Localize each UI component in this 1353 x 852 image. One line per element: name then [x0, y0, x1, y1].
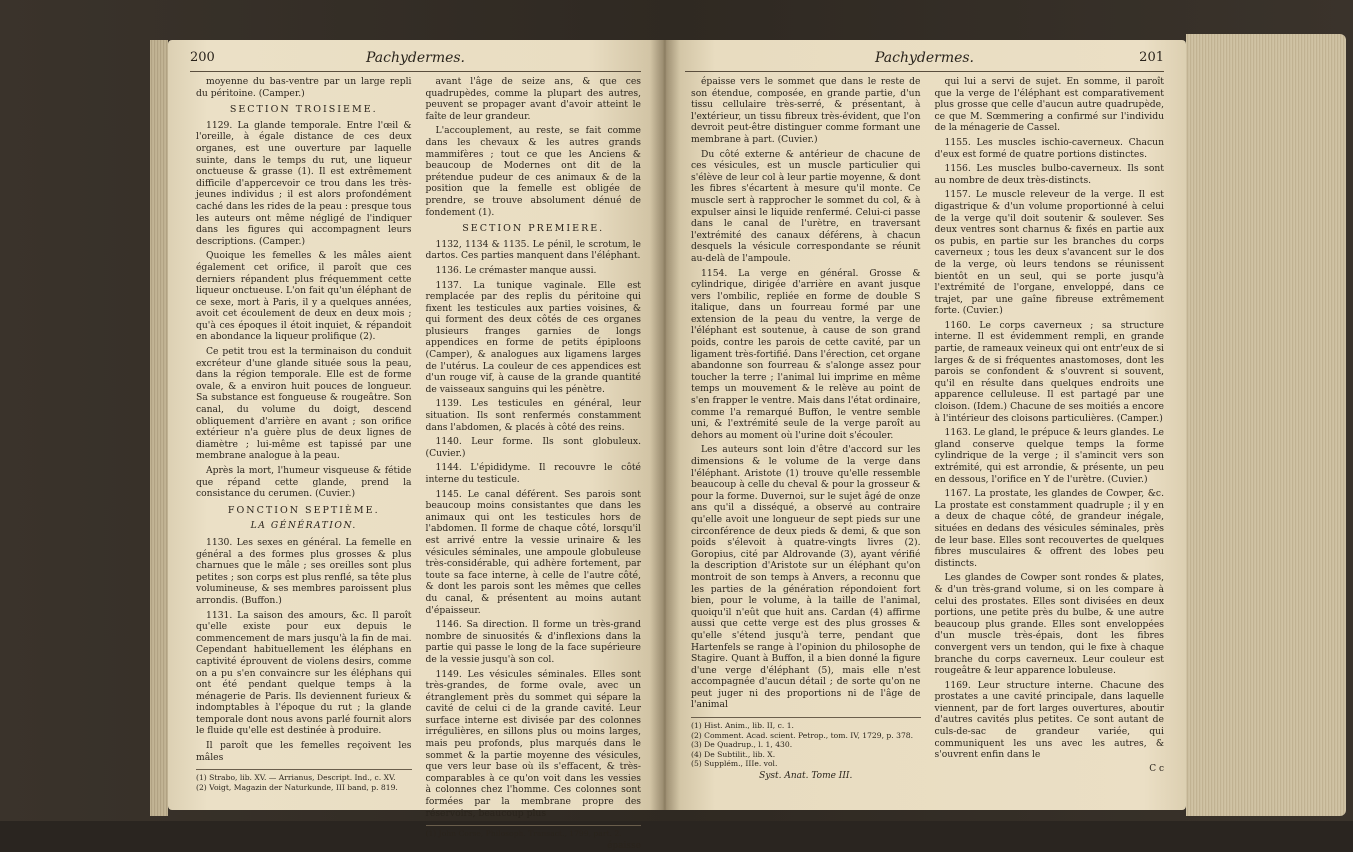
right-col1-body [691, 76, 921, 711]
paragraph: 1155. Les muscles ischio-caverneux. Chacun d'eux est formé de quatre portions distinctes. [934, 136, 1164, 160]
left-col2-footnotes [426, 825, 642, 839]
footnote: (3) De Quadrup., l. 1, 430. [691, 740, 793, 750]
right-col2-body [935, 76, 1165, 761]
left-column-2 [425, 76, 642, 851]
paragraph: 1130. Les sexes en général. La femelle en général a des formes plus grosses & plus charnues que le mâle ; ses oreilles sont plus petites ; son corps est plus renflé, sa tête plus volumineuse, & ses membres paroissent plus arrondis. (Buffon.) [196, 536, 412, 606]
right-page [663, 40, 1186, 810]
paragraph: L'accouplement, au reste, se fait comme dans les chevaux & les autres grands mammifères ; tout ce que les Anciens & beaucoup de Modernes ont dit de la prétendue pudeur de ces animaux & de la position que la femelle est obligée de prendre, se trouve absolument dénué de fondement (1). [425, 125, 641, 218]
paragraph: 1157. Le muscle releveur de la verge. Il est digastrique & d'un volume proportionné à celui de la verge qu'il doit soutenir & soulever. Ses deux ventres sont charnus & fixés en partie aux os pubis, en partie sur les branches du corps caverneux ; tous les deux s'avancent sur le dos de la verge, où leurs tendons se réunissent bientôt en un seul, qui se porte jusqu'à l'extrémité de l'organe, enveloppé, dans ce trajet, par une gaîne fibreuse extrêmement forte. (Cuvier.) [934, 189, 1164, 317]
paragraph: 1146. Sa direction. Il forme un très-grand nombre de sinuosités & d'inflexions dans la partie qui passe le long de la face supérieure de la vessie jusqu'à son col. [425, 619, 641, 665]
left-page [168, 40, 663, 851]
paragraph: 1149. Les vésicules séminales. Elles sont très-grandes, de forme ovale, avec un étranglement près du sommet qui sépare la cavité de celui ci de la grande cavité. Leur surface interne est divisée par des colonnes irrégulières, en sillons plus ou moins larges, mais peu profonds, plus marqués dans le sommet & la partie moyenne des vésicules, que vers leur base où ils s'effacent, & très-comparables à ce qu'on voit dans les vessies à colonnes chez l'homme. Ces colonnes sont formées par la membrane propre des réservoirs, beaucoup plus [425, 668, 641, 819]
right-running-title: Pachydermes. [874, 50, 975, 66]
paragraph: 1163. Le gland, le prépuce & leurs glandes. Le gland conserve quelque temps la forme cylindrique de la verge ; il s'amincit vers son extrémité, qui est arrondie, & présente, un peu en dessous, l'orifice en Y de l'urètre. (Cuvier.) [934, 427, 1164, 485]
left-catchword: épaisse [607, 840, 641, 851]
left-col2-body [426, 76, 642, 819]
paragraph: 1154. La verge en général. Grosse & cylindrique, dirigée d'arrière en avant jusque vers l'ombilic, repliée en forme de double S italique, dans un fourreau formé par une extension de la peau du ventre, la verge de l'éléphant est soutenue, à cause de son grand poids, contre les parois de cette cavité, par un ligament très-fortifié. Dans l'érection, cet organe abandonne son fourreau & s'alonge assez pour toucher la terre ; l'animal lui imprime en même temps un mouvement & le relève au point de s'en frapper le ventre. Mais dans l'état ordinaire, comme l'a remarqué Buffon, le ventre semble uni, & l'extrémité seule de la verge paroît au dehors au moment où l'urine doit s'écouler. [691, 267, 921, 441]
section-heading: SECTION PREMIERE. [462, 223, 605, 235]
right-page-number: 201 [1139, 50, 1164, 65]
paragraph: 1137. La tunique vaginale. Elle est remplacée par des replis du péritoine qui fixent les testicules aux parties voisines, & qui forment des deux côtés de ces organes plusieurs franges garnies de longs appendices en forme de petits épiploons (Camper), & analogues aux ligamens larges de l'utérus. La couleur de ces appendices est d'un rouge vif, à cause de la grande quantité de vaisseaux sanguins qui les pénètre. [425, 279, 641, 395]
right-head-rule [685, 71, 1164, 72]
right-column-2 [935, 76, 1165, 792]
paragraph: 1140. Leur forme. Ils sont globuleux. (Cuvier.) [425, 436, 641, 459]
footnote: (1) Hist. Anim., lib. II, c. 1. [691, 721, 794, 731]
right-col1-footnotes [691, 717, 921, 769]
paragraph: 1139. Les testicules en général, leur situation. Ils sont renfermés constamment dans l'abdomen, & placés à côté des reins. [425, 398, 641, 433]
footnote: (4) De Subtilit., lib. X. [691, 749, 776, 759]
book-gutter-shadow [650, 40, 680, 810]
paragraph: 1169. Leur structure interne. Chacune des prostates a une cavité principale, dans laquelle viennent, par de fort larges ouvertures, aboutir d'autres cavités plus petites. Ce sont autant de culs-de-sac de grandeur variée, qui communiquent les uns avec les autres, & s'ouvrent enfin dans le [934, 679, 1164, 761]
section-heading: SECTION TROISIEME. [229, 104, 378, 116]
section-heading: FONCTION SEPTIÈME. [227, 504, 380, 516]
paragraph: 1132, 1134 & 1135. Le pénil, le scrotum, le dartos. Ces parties manquent dans l'éléphant. [425, 238, 641, 262]
paragraph: 1167. La prostate, les glandes de Cowper, &c. La prostate est constamment quadruple ; il y en a deux de chaque côté, de grandeur inégale, situées en dedans des vésicules séminales, près de leur base. Elles sont recouvertes de quelques fibres musculaires & offrent des lobes peu distincts. [934, 488, 1164, 569]
right-columns [691, 76, 1164, 792]
left-head-rule [190, 71, 641, 72]
footnote: (1) John Corse, Philosoph. Transact., 1799, part. 2. [425, 829, 622, 839]
footnote: (1) Strabo, lib. XV. — Arrianus, Descript. Ind., c. XV. [196, 773, 396, 783]
paragraph: Les glandes de Cowper sont rondes & plates, & d'un très-grand volume, si on les compare à celui des prostates. Elles sont divisées en deux portions, une petite près du bulbe, & une autre beaucoup plus grande. Elles sont enveloppées d'un muscle très-épais, dont les fibres convergent vers un tendon, qui le fixe à chaque branche du corps caverneux. Leur couleur est rougeâtre & leur apparence lobuleuse. [934, 572, 1164, 677]
paragraph: 1131. La saison des amours, &c. Il paroît qu'elle existe pour eux depuis le commencement de mars jusqu'à la fin de mai. Cependant habituellement les éléphans en captivité éprouvent de violens desirs, comme on a pu s'en convaincre sur les éléphans qui ont été pendant quelque temps à la ménagerie de Paris. Ils deviennent furieux & indomptables à l'époque du rut ; la glande temporale dont nous avons parlé fournit alors le fluide qu'elle est destinée à produire. [196, 609, 412, 737]
paragraph: 1156. Les muscles bulbo-caverneux. Ils sont au nombre de deux très-distincts. [934, 163, 1164, 186]
paragraph: 1136. Le crémaster manque aussi. [435, 264, 597, 276]
right-signature-line: Syst. Anat. Tome III. [759, 770, 853, 781]
paragraph: Après la mort, l'humeur visqueuse & fétide que répand cette glande, prend la consistance du cerumen. (Cuvier.) [196, 465, 412, 500]
right-signature-mark: C c [1149, 763, 1164, 774]
section-subheading: LA GÉNÉRATION. [250, 520, 357, 532]
footnote: (2) Comment. Acad. scient. Petrop., tom. IV, 1729, p. 378. [691, 730, 914, 740]
left-running-head [190, 50, 641, 70]
paragraph: 1129. La glande temporale. Entre l'œil & l'oreille, à égale distance de ces deux organes, est une ouverture par laquelle suinte, dans le temps du rut, une liqueur onctueuse & grasse (1). Il est extrêmement difficile d'appercevoir ce trou dans les très-jeunes individus ; il est alors profondément caché dans les rides de la peau : presque tous les auteurs ont même négligé de l'indiquer dans les figures qui accompagnent leurs descriptions. (Camper.) [196, 119, 412, 247]
right-column-1 [691, 76, 921, 792]
left-col1-footnotes [196, 769, 412, 792]
paragraph: 1144. L'épididyme. Il recouvre le côté interne du testicule. [425, 462, 641, 485]
footnote: (5) Supplém., IIIe. vol. [691, 759, 778, 769]
left-running-title: Pachydermes. [365, 50, 466, 66]
right-running-head [685, 50, 1164, 70]
paragraph: 1160. Le corps caverneux ; sa structure interne. Il est évidemment rempli, en grande partie, de rameaux veineux qui ont entr'eux de si larges & de si fréquentes anastomoses, dont les parois se confondent & s'ouvrent si souvent, qu'il en résulte dans quelques endroits une apparence celluleuse. Il est partagé par une cloison. (Idem.) Chacune de ses moitiés a encore à l'intérieur des cloisons particulières. (Camper.) [934, 319, 1164, 424]
paragraph: moyenne du bas-ventre par un large repli du péritoine. (Camper.) [196, 76, 412, 99]
paragraph: Du côté externe & antérieur de chacune de ces vésicules, est un muscle particulier qui s'élève de leur col à leur partie moyenne, & dont les fibres s'écartent à mesure qu'il monte. Ce muscle sert à rapprocher le sommet du col, & à expulser ainsi le liquide renfermé. Celui-ci passe dans le canal de l'urètre, en traversant l'extrémité des canaux déférens, à chacun desquels la vésicule correspondante se réunit au-delà de l'ampoule. [691, 148, 921, 264]
right-page-stack-edges [1186, 34, 1346, 816]
paragraph: épaisse vers le sommet que dans le reste de son étendue, composée, en grande partie, d'un tissu cellulaire très-serré, & présentant, à l'extérieur, un tissu fibreux très-évident, que l'on devroit peut-être distinguer comme formant une membrane à part. (Cuvier.) [691, 76, 921, 145]
paragraph: qui lui a servi de sujet. En somme, il paroît que la verge de l'éléphant est comparativement plus grosse que celle d'aucun autre quadrupède, ce que M. Sœmmering a confirmé sur l'individu de la ménagerie de Cassel. [934, 76, 1164, 134]
left-page-number: 200 [190, 50, 215, 65]
paragraph: Ce petit trou est la terminaison du conduit excréteur d'une glande située sous la peau, dans la région temporale. Elle est de forme ovale, & a environ huit pouces de longueur. Sa substance est fongueuse & rougeâtre. Son canal, du volume du doigt, descend obliquement d'arrière en avant ; son orifice extérieur n'a guère plus de deux lignes de diamètre ; lui-même est tapissé par une membrane analogue à la peau. [196, 346, 412, 462]
left-column-1 [196, 76, 412, 792]
paragraph: 1145. Le canal déférent. Ses parois sont beaucoup moins consistantes que dans les animaux qui ont les testicules hors de l'abdomen. Il forme de chaque côté, lorsqu'il est arrivé entre la vessie urinaire & les vésicules séminales, une ampoule globuleuse très-considérable, qui adhère fortement, par toute sa face interne, à celle de l'autre côté, & dont les parois sont les mêmes que celles du canal, & présentent au moins autant d'épaisseur. [425, 488, 641, 616]
left-col1-body [196, 76, 412, 763]
paragraph: avant l'âge de seize ans, & que ces quadrupèdes, comme la plupart des autres, peuvent se propager avant d'avoir atteint le faîte de leur grandeur. [425, 76, 641, 122]
footnote: (2) Voigt, Magazin der Naturkunde, III band, p. 819. [196, 782, 398, 792]
left-columns [196, 76, 641, 851]
paragraph: Quoique les femelles & les mâles aient également cet orifice, il paroît que ces derniers répandent plus fréquemment cette liqueur onctueuse. L'on fait qu'un éléphant de ce sexe, mort à Paris, il y a quelques années, avoit cet écoulement de deux en deux mois ; qu'à ces époques il étoit inquiet, & répandoit en abondance la liqueur prolifique (2). [196, 250, 412, 343]
paragraph: Les auteurs sont loin d'être d'accord sur les dimensions & le volume de la verge dans l'éléphant. Aristote (1) trouve qu'elle ressemble beaucoup à celle du cheval & pour la grosseur & pour la forme. Duvernoi, sur le sujet âgé de onze ans qu'il a disséqué, a observé au contraire qu'elle avoit une longueur de sept pieds sur une circonférence de deux pieds & demi, & que son poids s'élevoit à quatre-vingts livres (2). Goropius, cité par Aldrovande (3), ayant vérifié la description d'Aristote sur un éléphant qu'on montroit de son temps à Anvers, a reconnu que les parties de la génération répondoient fort bien, pour le volume, à la taille de l'animal, quoiqu'il n'eût que huit ans. Cardan (4) affirme aussi que cette verge est des plus grosses & qu'elle s'étend jusqu'à terre, pendant que Hartenfels se range à l'opinion du philosophe de Stagire. Quant à Buffon, il a bien donné la figure d'une verge d'éléphant (5), mais elle n'est accompagnée d'aucun détail ; de sorte qu'on ne peut juger ni des proportions ni de l'âge de l'animal [691, 444, 921, 711]
left-page-edges [150, 40, 168, 816]
paragraph: Il paroît que les femelles reçoivent les mâles [196, 740, 412, 763]
